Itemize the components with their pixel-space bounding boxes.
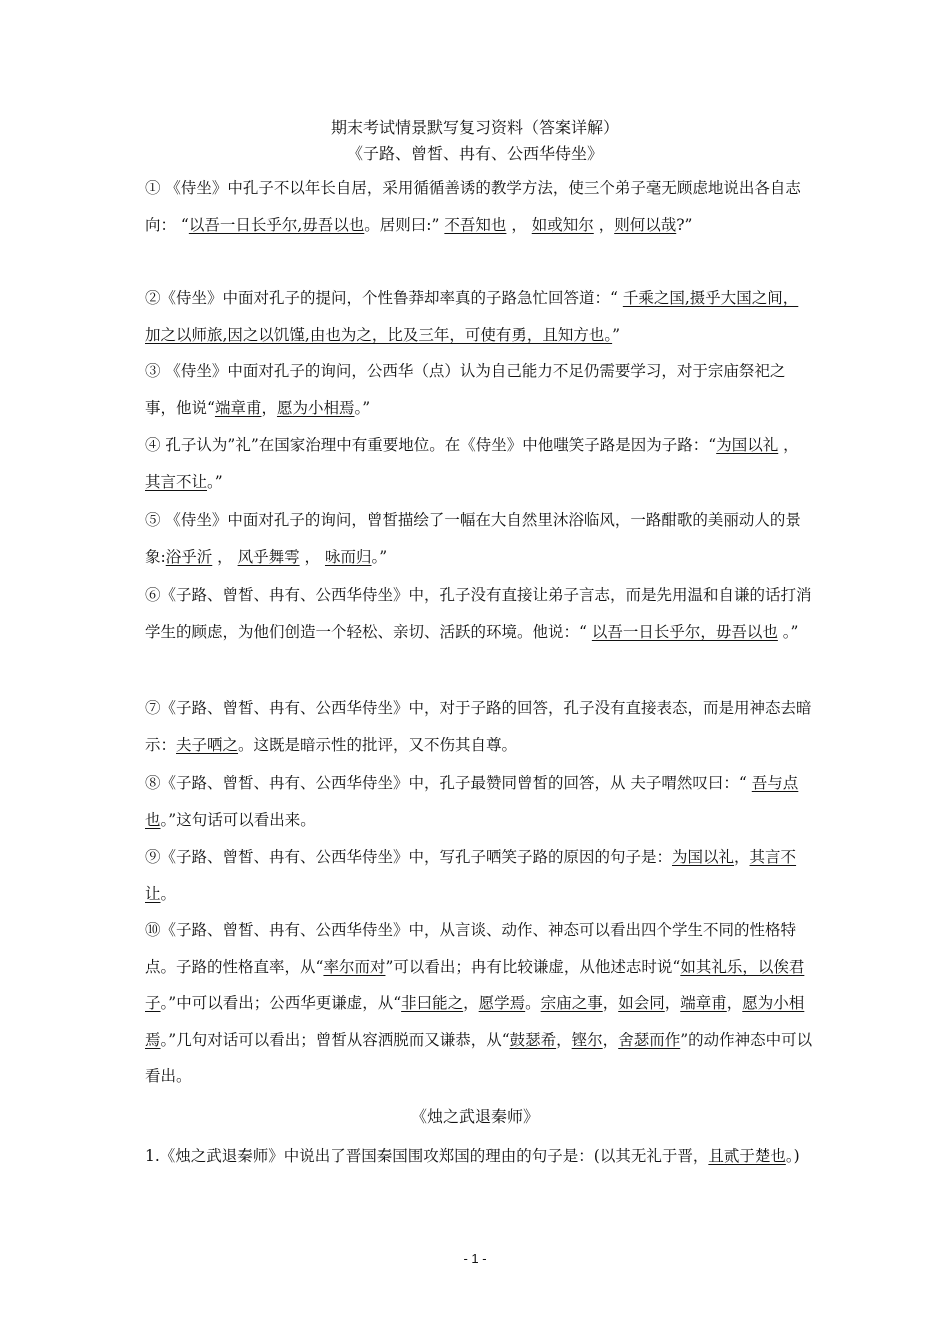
question-text: ⑧《子路、曾皙、冉有、公西华侍坐》中，孔子最赞同曾皙的回答，从 夫子喟然叹曰：“ bbox=[145, 774, 752, 792]
question-item bbox=[145, 427, 813, 500]
answer-text: 非曰能之 bbox=[401, 994, 464, 1012]
answer-text: 鼓瑟希 bbox=[509, 1030, 557, 1049]
answer-text: 愿为小相焉 bbox=[145, 994, 805, 1049]
answer-text: 如或知尔 bbox=[531, 215, 594, 234]
section-title: 《烛之武退秦师》 bbox=[410, 1107, 539, 1126]
question-text: 。 bbox=[525, 994, 541, 1012]
question-item bbox=[145, 280, 813, 353]
question-item bbox=[145, 502, 813, 575]
question-text: 。” bbox=[371, 547, 388, 566]
answer-text: 为国以礼 bbox=[672, 848, 735, 866]
answer-text: 其言不让 bbox=[145, 472, 208, 491]
question-text: ， bbox=[556, 1030, 572, 1049]
answer-text: 千乘之国,摄乎大国之间，加之以师旅,因之以饥馑,由也为之，比及三年，可使有勇，且知方也。 bbox=[145, 289, 799, 344]
answer-text: 端章甫 bbox=[680, 994, 727, 1012]
answer-text: 舍瑟而作 bbox=[618, 1030, 681, 1049]
answer-text: 如其礼乐，以俟君子 bbox=[145, 957, 805, 1012]
question-text: ， bbox=[261, 398, 277, 417]
answer-text: 风乎舞雩 bbox=[237, 547, 300, 566]
question-text: ⑤ 《侍坐》中面对孔子的询问，曾皙描绘了一幅在大自然里沐浴临风，一路酣歌的美丽动人的景象: bbox=[145, 511, 801, 566]
question-text: 。 bbox=[160, 884, 177, 903]
answer-text: 率尔而对 bbox=[323, 957, 386, 976]
answer-text: 为国以礼 bbox=[716, 436, 779, 454]
answer-text: 铿尔 bbox=[571, 1030, 603, 1049]
question-text: ， bbox=[734, 848, 750, 866]
answer-text: 夫子哂之 bbox=[176, 735, 239, 754]
question-text: ”的动作神态中可以看出。 bbox=[145, 1030, 813, 1085]
question-text: ?” bbox=[676, 215, 693, 234]
question-text: ”可以看出；冉有比较谦虚，从他述志时说“ bbox=[385, 957, 681, 976]
question-text: ， bbox=[778, 436, 799, 454]
document-title: 期末考试情景默写复习资料（答案详解） bbox=[330, 118, 619, 137]
question-text: 。”这句话可以看出来。 bbox=[160, 810, 316, 829]
page-number: - 1 - bbox=[463, 1251, 487, 1266]
question-text: ③ 《侍坐》中面对孔子的询问，公西华（点）认为自己能力不足仍需要学习，对于宗庙祭祀之事，他说“ bbox=[145, 362, 786, 417]
question-text: ① 《侍坐》中孔子不以年长自居，采用循循善诱的教学方法，使三个弟子毫无顾虑地说出各自志向： “ bbox=[145, 179, 801, 234]
question-item bbox=[145, 839, 813, 912]
question-text: ⑥《子路、曾皙、冉有、公西华侍坐》中，孔子没有直接让弟子言志，而是先用温和自谦的话打消学生的顾虑，为他们创造一个轻松、亲切、活跃的环境。他说：“ bbox=[145, 586, 812, 641]
question-text: ， bbox=[463, 994, 479, 1012]
question-text: ” bbox=[612, 325, 621, 344]
question-item bbox=[145, 912, 813, 1095]
answer-text: 则何以哉 bbox=[614, 215, 677, 234]
answer-text: 不吾知也 bbox=[444, 215, 507, 234]
question-text: ， bbox=[506, 215, 532, 234]
answer-text: 浴乎沂 bbox=[165, 547, 213, 566]
question-text: ， bbox=[212, 547, 238, 566]
question-text: ， bbox=[726, 994, 743, 1012]
question-text: 。” bbox=[207, 472, 223, 491]
question-text: ， bbox=[602, 1030, 619, 1049]
question-text: ， bbox=[602, 994, 619, 1012]
answer-text: 以吾一日长乎尔，毋吾以也 bbox=[591, 622, 778, 641]
question-item bbox=[145, 1138, 813, 1175]
question-text: ， bbox=[593, 215, 615, 234]
question-text: 。) bbox=[785, 1147, 800, 1165]
question-text: 。居则曰:” bbox=[364, 215, 445, 234]
question-item bbox=[145, 170, 813, 243]
question-text: 1.《烛之武退秦师》中说出了晋国秦国围攻郑国的理由的句子是：(以其无礼于晋， bbox=[145, 1147, 709, 1165]
answer-text: 咏而归 bbox=[324, 547, 372, 566]
answer-text: 如会同 bbox=[618, 994, 665, 1012]
question-item bbox=[145, 353, 813, 426]
answer-text: 其言不让 bbox=[145, 848, 797, 903]
question-text: ⑦《子路、曾皙、冉有、公西华侍坐》中，对于子路的回答，孔子没有直接表态，而是用神态去暗示： bbox=[145, 699, 812, 754]
answer-text: 以吾一日长乎尔,毋吾以也 bbox=[188, 215, 365, 234]
question-text: 。” bbox=[354, 398, 371, 417]
question-text: ⑨《子路、曾皙、冉有、公西华侍坐》中，写孔子哂笑子路的原因的句子是： bbox=[145, 848, 673, 866]
question-text: ， bbox=[664, 994, 681, 1012]
answer-text: 宗庙之事 bbox=[540, 994, 603, 1012]
question-text: ②《侍坐》中面对孔子的提问，个性鲁莽却率真的子路急忙回答道：“ bbox=[145, 289, 623, 307]
question-text: 。”中可以看出；公西华更谦虚，从“ bbox=[160, 994, 402, 1012]
question-item bbox=[145, 690, 813, 763]
question-text: 。”几句对话可以看出；曾皙从容洒脱而又谦恭，从“ bbox=[160, 1030, 510, 1049]
answer-text: 吾与点也 bbox=[145, 774, 799, 829]
answer-text: 愿为小相焉 bbox=[276, 398, 355, 417]
document-subtitle: 《子路、曾皙、冉有、公西华侍坐》 bbox=[346, 144, 603, 163]
question-text: ⑩《子路、曾皙、冉有、公西华侍坐》中，从言谈、动作、神态可以看出四个学生不同的性格特点。子路的性格直率，从“ bbox=[145, 921, 797, 976]
question-text: 。” bbox=[777, 622, 799, 641]
question-text: 。这既是暗示性的批评，又不伤其自尊。 bbox=[238, 735, 518, 754]
question-text: ④ 孔子认为”礼”在国家治理中有重要地位。在《侍坐》中他嗤笑子路是因为子路：“ bbox=[145, 436, 717, 454]
question-item bbox=[145, 577, 813, 650]
answer-text: 愿学焉 bbox=[478, 994, 526, 1012]
question-item bbox=[145, 765, 813, 838]
question-text: ， bbox=[299, 547, 325, 566]
answer-text: 且贰于楚也 bbox=[708, 1147, 786, 1165]
answer-text: 端章甫 bbox=[214, 398, 262, 417]
